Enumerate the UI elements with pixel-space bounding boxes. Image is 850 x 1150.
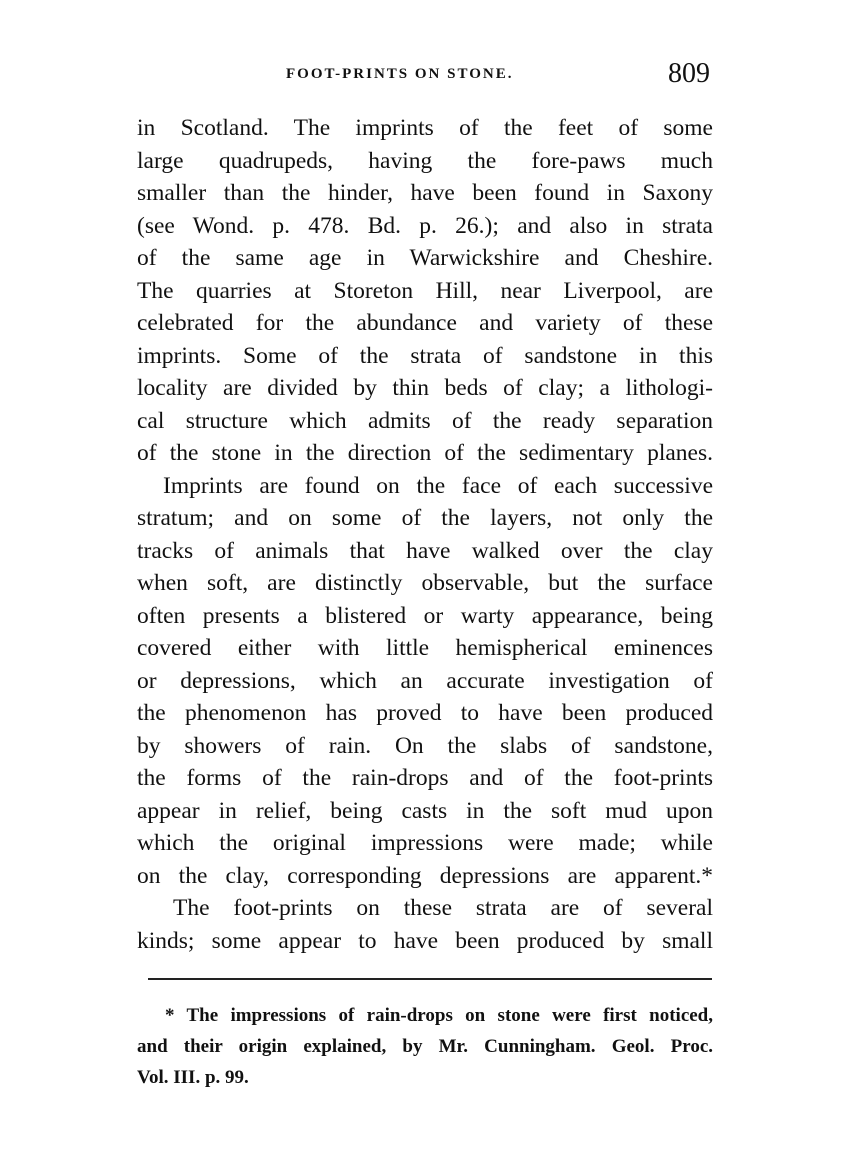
footnote-divider [148, 978, 712, 980]
body-line: kinds; some appear to have been produced by small [137, 927, 713, 954]
body-text [137, 112, 713, 957]
body-line: celebrated for the abundance and variety of these [137, 310, 713, 336]
body-line: on the clay, corresponding depressions are apparent.* [137, 862, 713, 889]
paragraph-start-line: Imprints are found on the face of each successive [163, 472, 713, 499]
footnote-line: and their origin explained, by Mr. Cunningham. Geol. Proc. [137, 1036, 713, 1057]
running-title: FOOT-PRINTS ON STONE. [286, 66, 514, 82]
body-line: (see Wond. p. 478. Bd. p. 26.); and also in strata [137, 212, 713, 239]
footnote-line: * The impressions of rain-drops on stone were first noticed, [165, 1005, 713, 1026]
body-line: locality are divided by thin beds of clay; a lithologi- [137, 375, 713, 401]
body-line: when soft, are distinctly observable, but the surface [137, 570, 713, 596]
body-line: by showers of rain. On the slabs of sandstone, [137, 732, 713, 759]
body-line: appear in relief, being casts in the soft mud upon [137, 797, 713, 824]
body-line: of the same age in Warwickshire and Cheshire. [137, 245, 713, 271]
body-line: smaller than the hinder, have been found in Saxony [137, 180, 713, 206]
body-line: which the original impressions were made; while [137, 830, 713, 856]
body-line: of the stone in the direction of the sedimentary planes. [137, 440, 713, 466]
body-line: large quadrupeds, having the fore-paws much [137, 147, 713, 174]
running-head [136, 60, 714, 92]
body-line: covered either with little hemispherical eminences [137, 635, 713, 661]
paragraph-start-line: The foot-prints on these strata are of several [173, 895, 713, 921]
body-line: stratum; and on some of the layers, not only the [137, 505, 713, 531]
footnote-line: Vol. III. p. 99. [137, 1067, 249, 1088]
body-line: cal structure which admits of the ready separation [137, 407, 713, 434]
page-number: 809 [668, 58, 710, 89]
body-line: in Scotland. The imprints of the feet of some [137, 115, 713, 141]
body-line: often presents a blistered or warty appearance, being [137, 602, 713, 629]
body-line: imprints. Some of the strata of sandstone in this [137, 342, 713, 369]
body-line: the forms of the rain-drops and of the foot-prints [137, 765, 713, 791]
footnote [137, 1000, 713, 1093]
body-line: The quarries at Storeton Hill, near Liverpool, are [137, 277, 713, 304]
body-line: the phenomenon has proved to have been produced [137, 700, 713, 726]
body-line: or depressions, which an accurate investigation of [137, 667, 713, 694]
body-line: tracks of animals that have walked over the clay [137, 537, 713, 564]
